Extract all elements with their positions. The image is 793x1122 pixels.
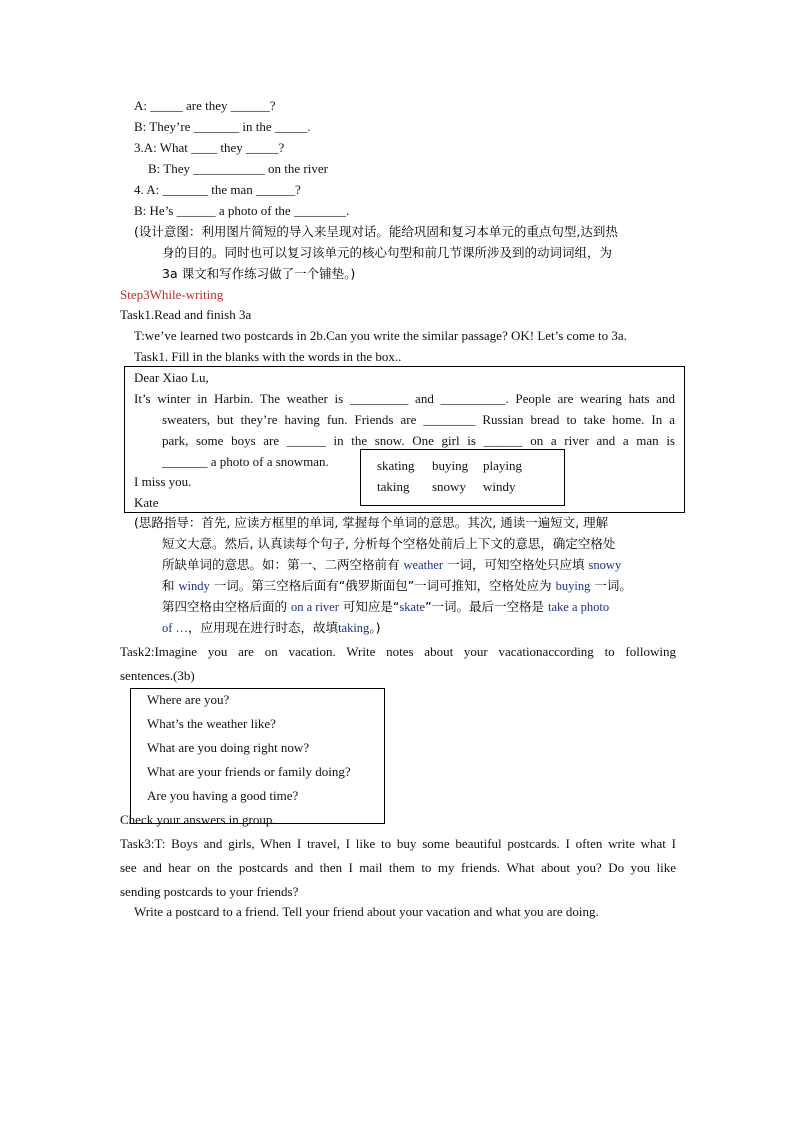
question-item: What are your friends or family doing? — [147, 764, 351, 779]
guide-line: 第四空格由空格后面的 on a river 可知应是“skate”一词。最后一空格是 take a photo — [162, 599, 610, 614]
design-note-line: (设计意图：利用图片简短的导入来呈现对话。能给巩固和复习本单元的重点句型,达到热 — [134, 224, 618, 239]
check-answers: Check your answers in group. — [120, 812, 276, 827]
letter-greeting: Dear Xiao Lu, — [134, 370, 209, 385]
task3-line: sending postcards to your friends? — [120, 884, 299, 899]
letter-closing: I miss you. — [134, 474, 192, 489]
guide-line: 所缺单词的意思。如：第一、二两空格前有 weather 一词，可知空格处只应填 snowy — [162, 557, 622, 572]
task1-heading: Task1.Read and finish 3a — [120, 307, 252, 322]
question-item: What’s the weather like? — [147, 716, 276, 731]
word-box-word: buying — [432, 458, 469, 473]
letter-line: sweaters, but they’re having fun. Friends are ________ Russian bread to take home. In a — [162, 412, 675, 427]
word-box-word: skating — [377, 458, 415, 473]
dialogue-line: B: They’re _______ in the _____. — [134, 119, 311, 134]
task3-final: Write a postcard to a friend. Tell your friend about your vacation and what you are doing. — [134, 904, 599, 919]
step3-heading: Step3While-writing — [120, 287, 224, 302]
letter-signature: Kate — [134, 495, 159, 510]
task2-line: Task2:Imagine you are on vacation. Write notes about your vacationaccording to following — [120, 644, 676, 659]
word-box-word: windy — [483, 479, 516, 494]
task1-instruction: Task1. Fill in the blanks with the words in the box.. — [134, 349, 402, 364]
word-box-word: playing — [483, 458, 522, 473]
dialogue-line: 3.A: What ____ they _____? — [134, 140, 285, 155]
design-note-line: 3a 课文和写作练习做了一个铺垫。) — [162, 266, 356, 281]
guide-line: of …，应用现在进行时态，故填taking。) — [162, 620, 381, 635]
question-item: Where are you? — [147, 692, 230, 707]
dialogue-line: A: _____ are they ______? — [134, 98, 276, 113]
question-item: Are you having a good time? — [147, 788, 299, 803]
task1-teacher-line: T:we’ve learned two postcards in 2b.Can you write the similar passage? OK! Let’s come to 3a. — [134, 328, 627, 343]
task2-line: sentences.(3b) — [120, 668, 195, 683]
word-box-word: taking — [377, 479, 410, 494]
task3-line: Task3:T: Boys and girls, When I travel, I like to buy some beautiful postcards. I often write what I — [120, 836, 676, 851]
dialogue-line: B: They ___________ on the river — [148, 161, 328, 176]
guide-line: 短文大意。然后, 认真读每个句子, 分析每个空格处前后上下文的意思，确定空格处 — [162, 536, 616, 551]
guide-line: (思路指导：首先, 应读方框里的单词, 掌握每个单词的意思。其次, 通读一遍短文, 理解 — [134, 515, 609, 530]
guide-line: 和 windy 一词。第三空格后面有“俄罗斯面包”一词可推知，空格处应为 buying 一词。 — [162, 578, 632, 593]
dialogue-line: B: He’s ______ a photo of the ________. — [134, 203, 350, 218]
word-box-word: snowy — [432, 479, 466, 494]
letter-line: park, some boys are ______ in the snow. One girl is ______ on a river and a man is — [162, 433, 675, 448]
question-item: What are you doing right now? — [147, 740, 310, 755]
dialogue-line: 4. A: _______ the man ______? — [134, 182, 301, 197]
letter-line: It’s winter in Harbin. The weather is _________ and __________. People are wearing hats and — [134, 391, 675, 406]
task3-line: see and hear on the postcards and then I mail them to my friends. What about you? Do you like — [120, 860, 676, 875]
letter-line: _______ a photo of a snowman. — [162, 454, 329, 469]
design-note-line: 身的目的。同时也可以复习该单元的核心句型和前几节课所涉及到的动词词组，为 — [162, 245, 613, 260]
